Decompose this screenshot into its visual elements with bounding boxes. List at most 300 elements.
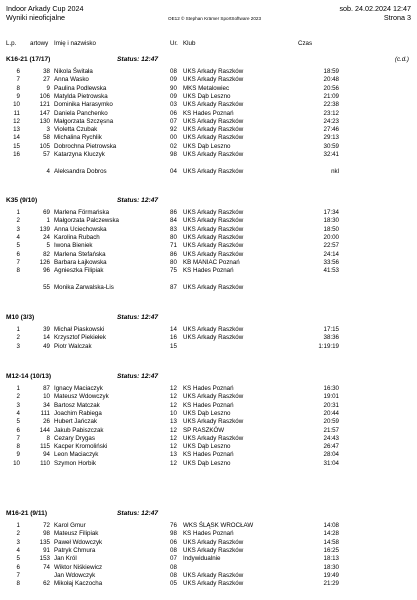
result-bib: 34 <box>43 401 50 409</box>
result-pos: 1 <box>16 522 20 529</box>
category-status: Status: 12:47 <box>117 197 159 204</box>
result-pos: 6 <box>16 563 20 571</box>
result-bib: 57 <box>43 151 50 158</box>
result-time: 22:38 <box>323 101 339 109</box>
result-name: Agnieszka Filipiak <box>54 267 104 275</box>
result-name: Joachim Rabiega <box>54 409 102 417</box>
result-yr: 00 <box>170 134 177 142</box>
result-club: UKS Arkady Raszków <box>183 76 244 84</box>
result-name: Karol Gmur <box>54 522 86 529</box>
result-yr: 08 <box>170 546 177 554</box>
result-time: 14:28 <box>323 530 339 538</box>
result-club: MKS Metalowiec <box>183 84 230 92</box>
result-name: Szymon Horbik <box>54 459 96 467</box>
result-bib: 14 <box>43 334 50 342</box>
result-bib: 58 <box>43 134 50 142</box>
col-header-year: Ur. <box>170 40 178 47</box>
result-pos: 2 <box>16 530 20 538</box>
print-datetime: sob. 24.02.2024 12:47 <box>339 4 411 13</box>
event-title: Indoor Arkady Cup 2024 <box>6 4 84 13</box>
result-time: 19:01 <box>323 393 339 401</box>
category-title: M10 (3/3) <box>6 314 35 321</box>
result-row <box>0 572 417 580</box>
result-club: UKS Arkady Raszków <box>183 418 244 426</box>
result-bib: 9 <box>46 84 50 92</box>
result-row <box>0 284 417 292</box>
result-club: UKS Arkady Raszków <box>183 126 244 134</box>
result-yr: 84 <box>170 217 177 225</box>
result-pos: 7 <box>16 571 20 579</box>
result-pos: 1 <box>16 209 20 216</box>
result-bib: 111 <box>40 409 50 417</box>
result-club: UKS Dąb Leszno <box>183 443 231 451</box>
result-pos: 9 <box>16 92 20 100</box>
result-bib: 49 <box>43 342 50 350</box>
result-row <box>0 393 417 401</box>
result-club: UKS Arkady Raszków <box>183 393 244 401</box>
result-name: Monika Zarwalska-Lis <box>54 283 114 291</box>
result-name: Krzysztof Piekiełek <box>54 334 106 342</box>
result-bib: 139 <box>39 225 50 233</box>
result-row <box>0 267 417 275</box>
result-yr: 87 <box>170 283 177 291</box>
result-name: Małgorzata Palczewska <box>54 217 119 225</box>
result-pos: 8 <box>16 84 20 92</box>
result-time: 21:29 <box>323 580 339 588</box>
result-row <box>0 168 417 176</box>
result-pos: 6 <box>16 68 20 75</box>
result-bib: 130 <box>39 117 50 125</box>
result-pos: 15 <box>13 142 20 150</box>
result-pos: 2 <box>16 393 20 401</box>
result-pos: 7 <box>16 434 20 442</box>
result-club: UKS Arkady Raszków <box>183 538 244 546</box>
result-bib: 39 <box>43 326 50 333</box>
result-name: Marlena Stefańska <box>54 250 106 258</box>
result-name: Violetta Czubak <box>54 126 98 134</box>
result-yr: 86 <box>170 250 177 258</box>
result-row <box>0 68 417 76</box>
result-row <box>0 547 417 555</box>
result-bib: 94 <box>43 451 50 459</box>
col-header-bib: artowy <box>30 40 49 47</box>
result-row <box>0 564 417 572</box>
result-bib: 26 <box>43 418 50 426</box>
result-name: Jan Wdowczyk <box>54 571 96 579</box>
result-bib: 82 <box>43 250 50 258</box>
result-club: WKS ŚLĄSK WROCŁAW <box>183 522 254 529</box>
result-bib: 24 <box>43 233 50 241</box>
result-name: Matylda Pietrowska <box>54 92 108 100</box>
result-bib: 27 <box>43 76 50 84</box>
result-row <box>0 555 417 563</box>
result-club: UKS Arkady Raszków <box>183 217 244 225</box>
result-name: Michalina Rychlik <box>54 134 102 142</box>
result-bib: 105 <box>39 142 50 150</box>
result-time: 1:19:19 <box>318 342 339 350</box>
result-club: UKS Dąb Leszno <box>183 142 231 150</box>
result-pos: 14 <box>13 134 20 142</box>
result-club: UKS Arkady Raszków <box>183 68 244 75</box>
result-time: 18:13 <box>323 555 339 563</box>
result-yr: 83 <box>170 225 177 233</box>
col-header-time: Czas <box>298 40 313 47</box>
result-row <box>0 343 417 351</box>
result-yr: 12 <box>170 434 177 442</box>
result-pos: 3 <box>16 342 20 350</box>
result-time: 18:30 <box>323 563 339 571</box>
result-yr: 16 <box>170 334 177 342</box>
result-name: Mateusz Wdowczyk <box>54 393 109 401</box>
result-row <box>0 334 417 342</box>
result-club: KB MANIAC Poznań <box>183 258 240 266</box>
result-bib: 69 <box>43 209 50 216</box>
result-name: Wiktor Niśkiewicz <box>54 563 103 571</box>
result-yr: 12 <box>170 459 177 467</box>
result-time: 20:31 <box>323 401 339 409</box>
category-title: K35 (9/10) <box>6 197 38 204</box>
result-row <box>0 522 417 530</box>
result-time: 20:59 <box>323 418 339 426</box>
result-row <box>0 427 417 435</box>
result-bib: 126 <box>39 258 50 266</box>
result-bib: 72 <box>43 522 50 529</box>
result-time: 38:36 <box>323 334 339 342</box>
result-time: 21:09 <box>323 92 339 100</box>
result-pos: 7 <box>16 76 20 84</box>
result-yr: 12 <box>170 393 177 401</box>
result-row <box>0 385 417 393</box>
col-header-name: Imię i nazwisko <box>54 40 96 47</box>
result-time: 33:56 <box>323 258 339 266</box>
result-yr: 04 <box>170 167 177 175</box>
result-name: Aleksandra Dobros <box>54 167 107 175</box>
result-club: UKS Arkady Raszków <box>183 580 244 588</box>
result-yr: 08 <box>170 563 177 571</box>
result-bib: 5 <box>46 242 50 250</box>
result-bib: 87 <box>43 385 50 392</box>
result-row <box>0 242 417 250</box>
result-club: UKS Arkady Raszków <box>183 571 244 579</box>
result-time: 18:50 <box>323 225 339 233</box>
result-club: UKS Arkady Raszków <box>183 434 244 442</box>
result-bib: 8 <box>46 434 50 442</box>
result-name: Piotr Walczak <box>54 342 92 350</box>
result-name: Hubert Jańczak <box>54 418 97 426</box>
result-row <box>0 85 417 93</box>
result-club: KS Hades Poznań <box>183 267 234 275</box>
result-yr: 03 <box>170 101 177 109</box>
result-bib: 153 <box>39 555 50 563</box>
result-club: UKS Arkady Raszków <box>183 209 244 216</box>
result-time: 20:56 <box>323 84 339 92</box>
result-yr: 98 <box>170 530 177 538</box>
result-club: UKS Dąb Leszno <box>183 92 231 100</box>
result-row <box>0 93 417 101</box>
result-row <box>0 126 417 134</box>
result-club: SP RASZKÓW <box>183 426 225 434</box>
result-pos: 8 <box>16 443 20 451</box>
page-number: Strona 3 <box>383 13 411 22</box>
result-name: Dominika Harasymko <box>54 101 113 109</box>
category-status: Status: 12:47 <box>117 510 159 517</box>
result-time: 14:58 <box>323 538 339 546</box>
result-row <box>0 226 417 234</box>
result-time: 20:44 <box>323 409 339 417</box>
result-time: 24:23 <box>323 117 339 125</box>
result-yr: 09 <box>170 76 177 84</box>
result-row <box>0 443 417 451</box>
result-row <box>0 118 417 126</box>
result-name: Iwona Bieniek <box>54 242 93 250</box>
result-name: Patryk Chmura <box>54 546 96 554</box>
result-club: UKS Arkady Raszków <box>183 326 244 333</box>
result-club: UKS Arkady Raszków <box>183 242 244 250</box>
result-pos: 8 <box>16 580 20 588</box>
result-bib: 91 <box>43 546 50 554</box>
result-bib: 144 <box>39 426 50 434</box>
result-club: UKS Dąb Leszno <box>183 459 231 467</box>
result-yr: 76 <box>170 522 177 529</box>
result-time: 32:41 <box>323 151 339 158</box>
result-club: UKS Arkady Raszków <box>183 283 244 291</box>
continued-label: (c.d.) <box>394 56 409 63</box>
result-row <box>0 460 417 468</box>
result-yr: 90 <box>170 84 177 92</box>
result-name: Nikola Świtała <box>54 68 93 75</box>
result-time: 23:12 <box>323 109 339 117</box>
result-pos: 2 <box>16 334 20 342</box>
result-pos: 12 <box>13 117 20 125</box>
result-name: Mikołaj Kaczocha <box>54 580 103 588</box>
result-row <box>0 530 417 538</box>
result-yr: 98 <box>170 151 177 158</box>
result-time: 18:59 <box>323 68 339 75</box>
result-club: UKS Arkady Raszków <box>183 225 244 233</box>
category-status: Status: 12:47 <box>117 56 159 63</box>
result-time: 16:30 <box>323 385 339 392</box>
result-time: 20:00 <box>323 233 339 241</box>
result-yr: 14 <box>170 326 177 333</box>
result-club: KS Hades Poznań <box>183 385 234 392</box>
result-yr: 12 <box>170 401 177 409</box>
result-club: KS Hades Poznań <box>183 530 234 538</box>
result-time: 28:04 <box>323 451 339 459</box>
result-pos: 7 <box>16 258 20 266</box>
result-name: Bartosz Matczak <box>54 401 100 409</box>
result-time: 19:49 <box>323 571 339 579</box>
result-row <box>0 580 417 588</box>
result-name: Michał Piaskowski <box>54 326 105 333</box>
result-pos: 11 <box>13 109 20 117</box>
result-club: UKS Arkady Raszków <box>183 546 244 554</box>
result-club: Indywidualnie <box>183 555 221 563</box>
result-yr: 10 <box>170 409 177 417</box>
result-row <box>0 539 417 547</box>
result-club: UKS Arkady Raszków <box>183 167 244 175</box>
result-row <box>0 76 417 84</box>
result-club: UKS Arkady Raszków <box>183 101 244 109</box>
col-header-club: Klub <box>183 40 196 47</box>
result-yr: 12 <box>170 426 177 434</box>
result-pos: 3 <box>16 401 20 409</box>
result-bib: 98 <box>43 530 50 538</box>
result-club: KS Hades Poznań <box>183 109 234 117</box>
result-bib: 106 <box>39 92 50 100</box>
result-yr: 06 <box>170 109 177 117</box>
result-bib: 115 <box>40 443 50 451</box>
category-status: Status: 12:47 <box>117 373 159 380</box>
result-time: 24:14 <box>323 250 339 258</box>
result-bib: 121 <box>39 101 50 109</box>
result-yr: 12 <box>170 443 177 451</box>
result-time: 29:13 <box>323 134 339 142</box>
result-time: 24:43 <box>323 434 339 442</box>
result-row <box>0 259 417 267</box>
result-name: Paweł Wdowczyk <box>54 538 103 546</box>
result-row <box>0 410 417 418</box>
result-bib: 1 <box>46 217 50 225</box>
result-club: UKS Dąb Leszno <box>183 409 231 417</box>
result-club: UKS Arkady Raszków <box>183 233 244 241</box>
result-row <box>0 275 417 283</box>
result-pos: 6 <box>16 426 20 434</box>
result-yr: 02 <box>170 142 177 150</box>
result-name: Leon Maciaczyk <box>54 451 99 459</box>
result-club: KS Hades Poznań <box>183 401 234 409</box>
result-name: Mateusz Filipiak <box>54 530 99 538</box>
result-name: Kacper Kromoliński <box>54 443 108 451</box>
result-club: UKS Arkady Raszków <box>183 117 244 125</box>
category-status: Status: 12:47 <box>117 314 159 321</box>
result-row <box>0 101 417 109</box>
result-pos: 3 <box>16 538 20 546</box>
result-name: Daniela Panchenko <box>54 109 108 117</box>
result-pos: 9 <box>16 451 20 459</box>
result-time: 18:30 <box>323 217 339 225</box>
result-row <box>0 151 417 159</box>
result-time: 27:46 <box>323 126 339 134</box>
result-name: Marlena Förmańska <box>54 209 110 216</box>
result-club: UKS Arkady Raszków <box>183 334 244 342</box>
result-time: nkl <box>331 167 339 175</box>
result-row <box>0 143 417 151</box>
result-yr: 92 <box>170 126 177 134</box>
result-club: UKS Arkady Raszków <box>183 151 244 158</box>
result-bib: 4 <box>46 167 50 175</box>
result-bib: 3 <box>46 126 50 134</box>
result-time: 21:57 <box>323 426 339 434</box>
result-pos: 16 <box>13 151 20 158</box>
result-row <box>0 209 417 217</box>
result-yr: 07 <box>170 555 177 563</box>
result-yr: 08 <box>170 68 177 75</box>
result-time: 14:08 <box>323 522 339 529</box>
result-time: 31:04 <box>323 459 339 467</box>
result-name: Katarzyna Kluczyk <box>54 151 105 158</box>
result-row <box>0 134 417 142</box>
result-pos: 1 <box>16 326 20 333</box>
result-row <box>0 418 417 426</box>
result-time: 41:53 <box>323 267 339 275</box>
result-yr: 86 <box>170 209 177 216</box>
result-pos: 5 <box>16 555 20 563</box>
result-club: KS Hades Poznań <box>183 451 234 459</box>
result-yr: 80 <box>170 258 177 266</box>
result-yr: 13 <box>170 418 177 426</box>
result-row <box>0 326 417 334</box>
result-bib: 135 <box>39 538 50 546</box>
result-name: Jan Król <box>54 555 77 563</box>
result-row <box>0 110 417 118</box>
category-title: M16-21 (9/11) <box>6 510 48 517</box>
result-time: 17:34 <box>323 209 339 216</box>
result-name: Jakub Pabiszczak <box>54 426 104 434</box>
result-pos: 2 <box>16 217 20 225</box>
result-club: UKS Arkady Raszków <box>183 250 244 258</box>
result-name: Barbara Łajkowska <box>54 258 107 266</box>
result-row <box>0 435 417 443</box>
result-name: Paulina Podlewska <box>54 84 107 92</box>
result-yr: 80 <box>170 233 177 241</box>
result-bib: 96 <box>43 267 50 275</box>
software-copyright: OE12 © Stephan Krämer SportSoftware 2023 <box>168 16 262 21</box>
result-bib: 10 <box>43 393 50 401</box>
result-row <box>0 234 417 242</box>
results-subtitle: Wyniki nieoficjalne <box>6 13 66 22</box>
result-yr: 12 <box>170 385 177 392</box>
result-name: Cezary Drygas <box>54 434 95 442</box>
result-yr: 09 <box>170 92 177 100</box>
result-club: UKS Arkady Raszków <box>183 134 244 142</box>
result-name: Ignacy Maciaczyk <box>54 385 103 392</box>
result-yr: 07 <box>170 117 177 125</box>
result-bib: 55 <box>43 283 50 291</box>
result-bib: 62 <box>43 580 50 588</box>
result-name: Dobrochna Pietrowska <box>54 142 117 150</box>
result-time: 30:59 <box>323 142 339 150</box>
result-pos: 10 <box>13 459 20 467</box>
result-time: 16:25 <box>323 546 339 554</box>
result-row <box>0 251 417 259</box>
col-header-pos: L.p. <box>6 40 17 47</box>
result-bib: 110 <box>40 459 50 467</box>
result-pos: 5 <box>16 418 20 426</box>
result-pos: 4 <box>16 546 20 554</box>
result-pos: 13 <box>13 126 20 134</box>
result-time: 22:57 <box>323 242 339 250</box>
result-bib: 38 <box>43 68 50 75</box>
category-title: M12-14 (10/13) <box>6 373 52 380</box>
result-name: Anna Uciechowska <box>54 225 107 233</box>
result-bib: 147 <box>39 109 50 117</box>
result-pos: 3 <box>16 225 20 233</box>
result-yr: 05 <box>170 580 177 588</box>
result-pos: 4 <box>16 409 20 417</box>
result-yr: 15 <box>170 342 177 350</box>
result-pos: 5 <box>16 242 20 250</box>
result-yr: 71 <box>170 242 177 250</box>
result-pos: 8 <box>16 267 20 275</box>
category-title: K16-21 (17/17) <box>6 56 51 63</box>
result-pos: 10 <box>13 101 20 109</box>
result-time: 20:48 <box>323 76 339 84</box>
result-pos: 1 <box>16 385 20 392</box>
result-yr: 75 <box>170 267 177 275</box>
result-bib: 74 <box>43 563 50 571</box>
result-row <box>0 402 417 410</box>
result-time: 17:15 <box>323 326 339 333</box>
